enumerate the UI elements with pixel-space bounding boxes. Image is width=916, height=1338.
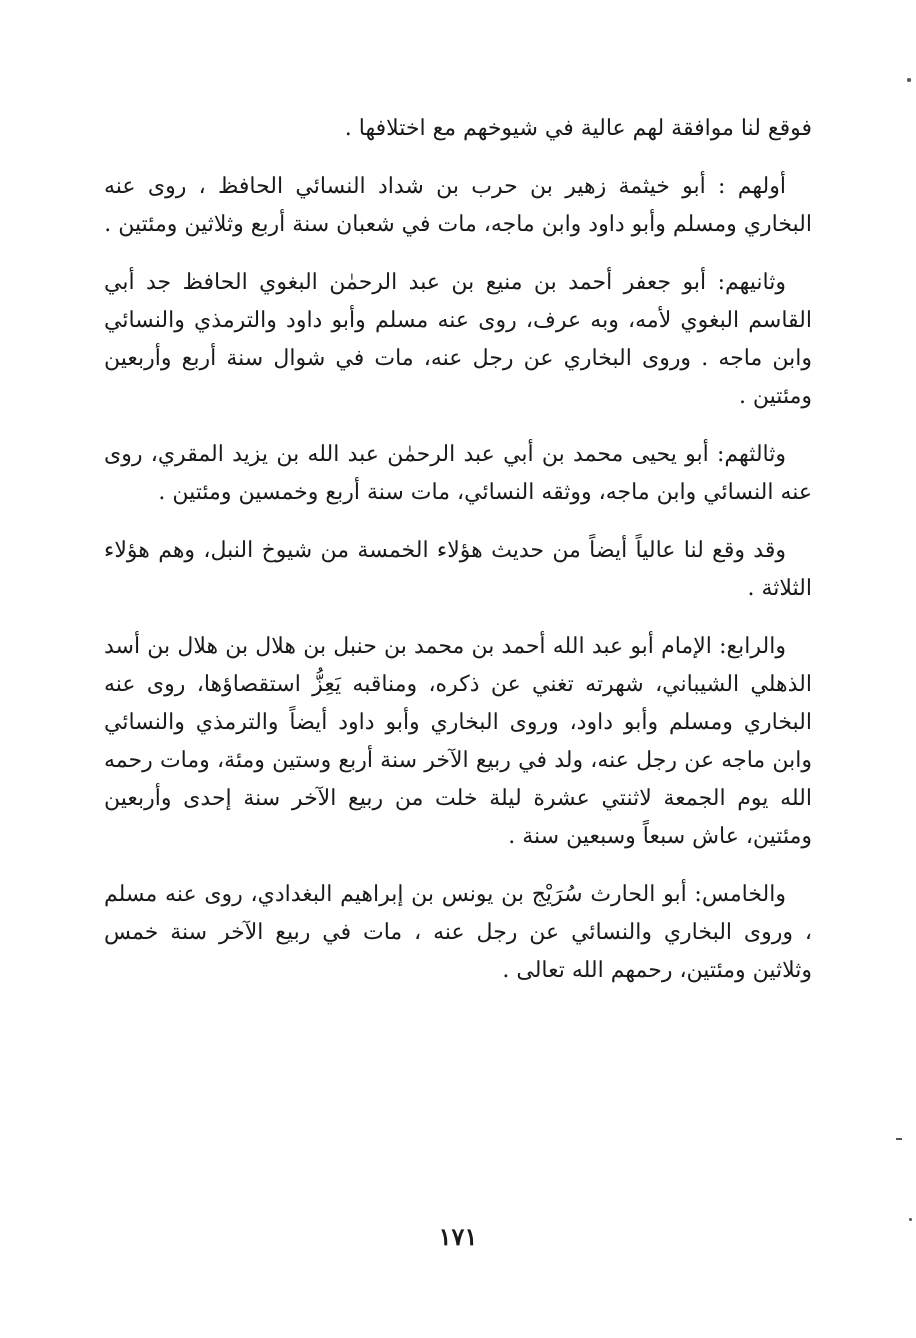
scan-speck xyxy=(909,1218,912,1221)
paragraph-fifth-shaykh: والخامس: أبو الحارث سُرَيْج بن يونس بن إبراهيم البغدادي، روى عنه مسلم ، وروى البخاري والنسائي عن رجل عنه ، مات في ربيع الآخر سنة خمس وثلاثين ومئتين، رحمهم الله تعالى . xyxy=(104,882,812,983)
scan-speck xyxy=(896,1138,902,1140)
paragraph-third-shaykh: وثالثهم: أبو يحيى محمد بن أبي عبد الرحمٰن عبد الله بن يزيد المقري، روى عنه النسائي وابن ماجه، ووثقه النسائي، مات سنة أربع وخمسين ومئتين . xyxy=(104,442,812,505)
paragraph-first-shaykh: أولهم : أبو خيثمة زهير بن حرب بن شداد النسائي الحافظ ، روى عنه البخاري ومسلم وأبو داود وابن ماجه، مات في شعبان سنة أربع وثلاثين ومئتين . xyxy=(104,174,812,237)
paragraph-second-shaykh: وثانيهم: أبو جعفر أحمد بن منيع بن عبد الرحمٰن البغوي الحافظ جد أبي القاسم البغوي لأمه، وبه عرف، روى عنه مسلم وأبو داود والترمذي والنسائي وابن ماجه . وروى البخاري عن رجل عنه، مات في شوال سنة أربع وأربعين ومئتين . xyxy=(104,270,812,409)
paragraph-transition: وقد وقع لنا عالياً أيضاً من حديث هؤلاء الخمسة من شيوخ النبل، وهم هؤلاء الثلاثة . xyxy=(104,538,812,601)
scan-speck xyxy=(907,78,911,82)
body-text xyxy=(104,110,812,1010)
paragraph-fourth-shaykh: والرابع: الإمام أبو عبد الله أحمد بن محمد بن حنبل بن هلال بن هلال بن أسد الذهلي الشيباني، شهرته تغني عن ذكره، ومناقبه يَعِزُّ استقصاؤها، روى عنه البخاري ومسلم وأبو داود، وروى البخاري وأبو داود أيضاً والترمذي والنسائي وابن ماجه عن رجل عنه، ولد في ربيع الآخر سنة أربع وستين ومئة، ومات رحمه الله يوم الجمعة لاثنتي عشرة ليلة خلت من ربيع الآخر سنة إحدى وأربعين ومئتين، عاش سبعاً وسبعين سنة . xyxy=(104,634,812,849)
page-number: ١٧١ xyxy=(438,1222,478,1251)
paragraph-intro-continuation: فوقع لنا موافقة لهم عالية في شيوخهم مع اختلافها . xyxy=(344,116,812,141)
